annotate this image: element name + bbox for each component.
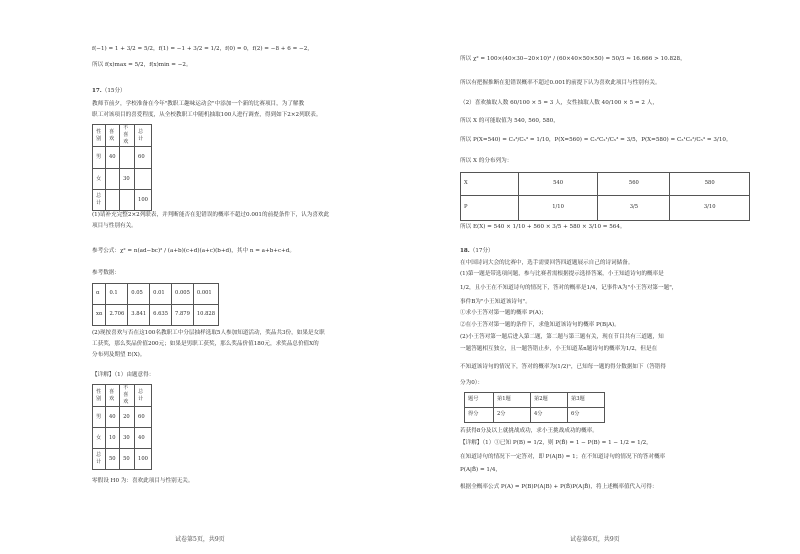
text-line: 若获得8分及以上就挑战成功，求小王挑战成功的概率。 [460,428,598,434]
table-cell [120,147,135,169]
table-cell: 喜欢 [105,385,119,407]
table-cell: 540 [518,173,598,196]
table-cell: 不喜欢 [120,385,135,407]
table-cell: 10.828 [193,305,218,326]
question-number: 18. [460,248,470,254]
table-header-row [93,125,152,147]
table-row [93,449,152,470]
table-cell: 40 [105,147,119,169]
table-cell: 40 [105,407,119,428]
answer-heading: 【详解】（1）①已知 P(B) = 1/2，则 P(B̄) = 1 − P(B) = 1 − 1/2 = 1/2， [460,440,652,446]
score-table [464,392,605,423]
table-row [461,173,750,196]
text-line: 所以 E(X) = 540 × 1/10 + 560 × 3/5 + 580 × 3/10 = 564。 [460,224,626,230]
table-cell: 男 [93,407,106,428]
question-17-heading [92,88,126,96]
text-line: 所以 X 的可能取值为 540, 560, 580， [460,118,559,124]
table-cell: 总计 [135,385,152,407]
question-score: （17分） [469,248,494,254]
table-cell: 50 [120,449,135,470]
table-row [93,147,152,169]
table-cell: 第2题 [531,393,568,408]
table-cell: 性别 [93,385,106,407]
text-line: 工获奖，那么奖品价值200元；如果是男职工获奖，那么奖品价值180元，求奖品总价值X的 [92,341,319,347]
table-row [93,305,219,326]
table-cell: 女 [93,169,106,190]
question-number: 17. [92,88,102,94]
text-line: (2)小王答对第一题后进入第二题，第二题与第三题有关，现在节目共有三道题，知 [460,334,664,340]
text-line: 所以 P(X=540) = C₃³/C₅³ = 1/10，P(X=560) = C₃²C₂¹/C₅³ = 3/5，P(X=580) = C₃¹C₂²/C₅³ = 3/10。 [460,137,732,143]
table-cell: 不喜欢 [120,125,135,147]
table-row [465,408,605,423]
table-cell: 6.635 [150,305,172,326]
table-cell: 0.1 [106,284,128,305]
text-line: 所以 f(x)max = 5/2，f(x)min = −2。 [92,62,192,68]
table-cell: 60 [135,407,152,428]
table-cell: xα [93,305,106,326]
table-cell: 题号 [465,393,494,408]
contingency-table-filled [92,384,152,470]
text-line: 1/2，且小王在不知道诗句的情况下，答对的概率是1/4，记事件A为"小王答对第一题"， [460,285,678,291]
table-cell: 10 [105,428,119,449]
table-cell: 100 [135,190,152,211]
table-cell: 20 [120,407,135,428]
table-cell: 60 [135,147,152,169]
table-row [93,284,219,305]
text-line: 不知道该诗句的情况下，答对的概率为(1/2)ⁿ，已知每一题的得分数据如下（答错得 [460,364,666,370]
table-cell: 7.879 [172,305,194,326]
table-row [93,190,152,211]
table-cell [105,169,119,190]
table-cell: 总计 [93,449,106,470]
table-cell: 总计 [135,125,152,147]
table-cell: α [93,284,106,305]
table-cell: 2.706 [106,305,128,326]
text-line: 所以有把握推断在犯错误概率不超过0.001的前提下认为喜欢此项目与性别有关。 [460,80,661,86]
table-cell: 3.841 [128,305,150,326]
page-footer: 试卷第6页，共9页 [570,535,620,543]
table-header-row [93,385,152,407]
table-cell: 30 [120,428,135,449]
text-line: 在知道诗句的情况下一定答对，即 P(A|B) = 1；在不知道诗句的情况下的答对概率 [460,454,666,460]
text-line: (1)第一题是带选项问题，参与比赛者需根据提示选择答案，小王知道诗句的概率是 [460,271,664,277]
text-line: f(−1) = 1 + 3/2 = 5/2，f(1) = −1 + 3/2 = 1/2，f(0) = 0，f(2) = −8 + 6 = −2， [92,46,313,52]
table-cell: 4分 [531,408,568,423]
table-cell: X [461,173,519,196]
table-cell: 50 [105,449,119,470]
table-cell: 喜欢 [105,125,119,147]
text-line: (2)现按喜欢与否在这100名教职工中分层抽样选取5人参加知道活动，奖品共3份，如果是女职 [92,330,325,336]
table-cell: 0.01 [150,284,172,305]
table-cell: 100 [135,449,152,470]
text-line: 零假设 H0 为：喜欢此项目与性别无关。 [92,478,194,484]
table-row [93,428,152,449]
right-page [400,0,800,554]
table-cell: 3/5 [598,196,670,221]
table-cell: 女 [93,428,106,449]
text-line: 在中国诗词大会的比赛中，选手需要回答四道题展示自己的诗词储备。 [460,260,634,266]
table-cell: 0.001 [193,284,218,305]
text-line: P(A|B̄) = 1/4， [460,467,502,473]
text-line: 根据全概率公式 P(A) = P(B)P(A|B) + P(B̄)P(A|B̄)，将上述概率值代入可得： [460,484,658,490]
text-line: 所以 X 的分布列为： [460,158,513,164]
table-cell: 得分 [465,408,494,423]
table-cell: 0.05 [128,284,150,305]
table-cell: 第1题 [494,393,531,408]
text-line: ②在小王答对第一题的条件下，求他知道该诗句的概率 P(B|A)。 [460,322,620,328]
table-cell: 580 [670,173,750,196]
text-line: （2）喜欢抽取人数 60/100 × 5 = 3 人，女性抽取人数 40/100 × 5 = 2 人， [460,100,658,106]
table-cell: 2分 [494,408,531,423]
table-row [93,169,152,190]
table-cell [105,190,119,211]
table-cell [135,169,152,190]
contingency-table-blank [92,124,152,211]
table-cell: 560 [598,173,670,196]
table-cell [120,190,135,211]
table-row [465,393,605,408]
text-line: ①求小王答对第一题的概率 P(A)； [460,310,547,316]
table-cell: 0.005 [172,284,194,305]
text-line: 项目与性别有关。 [92,223,137,229]
text-line: 一题答题相互独立，且一题答错止步，小王知道某n题诗句的概率为1/2，但是在 [460,346,658,352]
table-cell: P [461,196,519,221]
table-cell: 6分 [568,408,605,423]
text-line: (1)请补充完整2×2列联表，并判断能否在犯错误的概率不超过0.001的前提条件下，认为喜欢此 [92,212,330,218]
page-footer: 试卷第5页，共9页 [175,535,225,543]
critical-value-table [92,283,219,326]
table-cell: 男 [93,147,106,169]
question-18-heading [460,248,494,256]
table-cell: 第3题 [568,393,605,408]
table-cell: 性别 [93,125,106,147]
distribution-table [460,172,750,221]
text-line: 分布列及期望 E(X)。 [92,352,146,358]
question-score: （15分） [101,88,126,94]
text-line: 所以 χ² = 100×(40×30−20×10)² / (60×40×50×50) = 50/3 ≈ 16.666 > 10.828， [460,56,686,62]
answer-heading: 【详解】（1）由题意得： [92,372,155,378]
table-row [93,407,152,428]
text-line: 事件B为"小王知道该诗句"。 [460,299,531,305]
table-row [461,196,750,221]
table-cell: 1/10 [518,196,598,221]
text-line: 教师节前夕，学校准备在今年"教职工趣味运动会"中添加一个新的比赛项目，为了解教 [92,101,305,107]
table-cell: 30 [120,169,135,190]
table-cell: 3/10 [670,196,750,221]
text-line: 职工对该项目的喜爱程度，从全校教职工中随机抽取100人进行调查，得到如下2×2列联表。 [92,112,322,118]
table-cell: 总计 [93,190,106,211]
text-line: 参考数据： [92,270,120,276]
table-cell: 40 [135,428,152,449]
text-line: 分为0）： [460,380,484,386]
reference-formula: 参考公式：χ² = n(ad−bc)² / (a+b)(c+d)(a+c)(b+d)，其中 n = a+b+c+d。 [92,248,295,254]
